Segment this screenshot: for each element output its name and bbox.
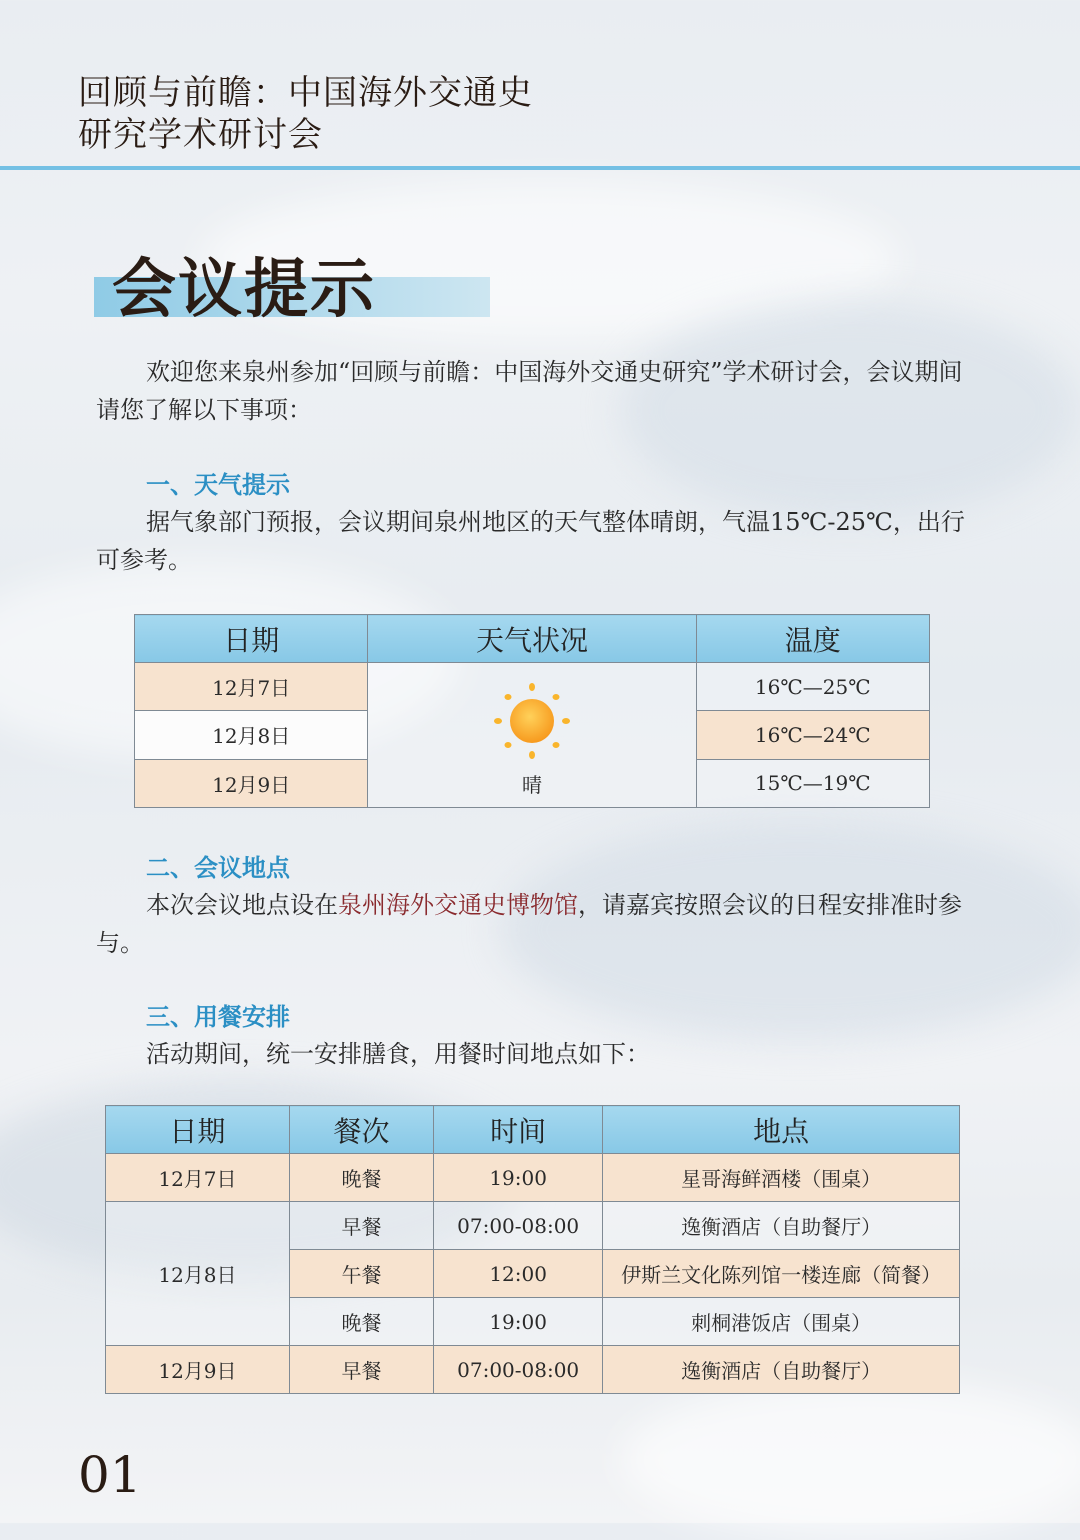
page-title: 会议提示 [112,252,376,327]
meal-header-place: 地点 [603,1106,960,1154]
meal-time-cell: 19:00 [434,1154,603,1202]
sun-icon [492,681,572,761]
header-divider [0,166,1080,170]
section-venue-heading: 二、会议地点 [146,853,290,882]
meal-time-cell: 19:00 [434,1298,603,1346]
meal-place-cell: 伊斯兰文化陈列馆一楼连廊（简餐） [603,1250,960,1298]
section-weather-heading: 一、天气提示 [146,470,290,499]
weather-header-date: 日期 [135,615,368,663]
venue-paragraph [96,886,976,962]
venue-highlight: 泉州海外交通史博物馆 [338,891,578,919]
meal-place-cell: 刺桐港饭店（围桌） [603,1298,960,1346]
meal-type-cell: 早餐 [289,1202,433,1250]
meal-type-cell: 晚餐 [289,1298,433,1346]
meal-place-cell: 逸衡酒店（自助餐厅） [603,1346,960,1394]
venue-text-before: 本次会议地点设在 [146,891,338,919]
meal-table [105,1105,960,1394]
weather-date-cell: 12月8日 [135,711,368,759]
meal-type-cell: 早餐 [289,1346,433,1394]
meal-date-cell: 12月8日 [106,1202,290,1346]
meal-time-cell: 12:00 [434,1250,603,1298]
weather-header-condition: 天气状况 [368,615,696,663]
background-cloud [620,1380,1080,1540]
meal-paragraph: 活动期间，统一安排膳食，用餐时间地点如下： [146,1040,650,1068]
table-row [106,1346,960,1394]
section-meal-heading: 三、用餐安排 [146,1002,290,1031]
weather-temp-cell: 16℃—24℃ [696,711,929,759]
weather-temp-cell: 15℃—19℃ [696,759,929,807]
weather-paragraph: 据气象部门预报，会议期间泉州地区的天气整体晴朗，气温15℃-25℃，出行可参考。 [96,508,965,574]
weather-condition-label: 晴 [521,773,542,797]
meal-date-cell: 12月7日 [106,1154,290,1202]
weather-header-temp: 温度 [696,615,929,663]
meal-header-date: 日期 [106,1106,290,1154]
weather-table [134,614,930,808]
meal-header-time: 时间 [434,1106,603,1154]
venue-text-after: ，请嘉宾按照会议的日程安排准时参与。 [96,891,962,957]
header-title-line2: 研究学术研讨会 [78,115,323,155]
meal-date-cell: 12月9日 [106,1346,290,1394]
meal-header-meal: 餐次 [289,1106,433,1154]
meal-type-cell: 午餐 [289,1250,433,1298]
meal-place-cell: 逸衡酒店（自助餐厅） [603,1202,960,1250]
weather-date-cell: 12月9日 [135,759,368,807]
table-row [106,1202,960,1250]
header-title [78,72,533,156]
meal-time-cell: 07:00-08:00 [434,1202,603,1250]
header-title-line1: 回顾与前瞻：中国海外交通史 [78,73,533,113]
weather-condition-cell [368,663,696,808]
meal-time-cell: 07:00-08:00 [434,1346,603,1394]
weather-temp-cell: 16℃—25℃ [696,663,929,711]
intro-paragraph: 欢迎您来泉州参加“回顾与前瞻：中国海外交通史研究”学术研讨会，会议期间请您了解以下事项： [96,358,963,424]
weather-date-cell: 12月7日 [135,663,368,711]
page-number: 01 [78,1446,142,1504]
meal-place-cell: 星哥海鲜酒楼（围桌） [603,1154,960,1202]
table-row [106,1154,960,1202]
meal-type-cell: 晚餐 [289,1154,433,1202]
